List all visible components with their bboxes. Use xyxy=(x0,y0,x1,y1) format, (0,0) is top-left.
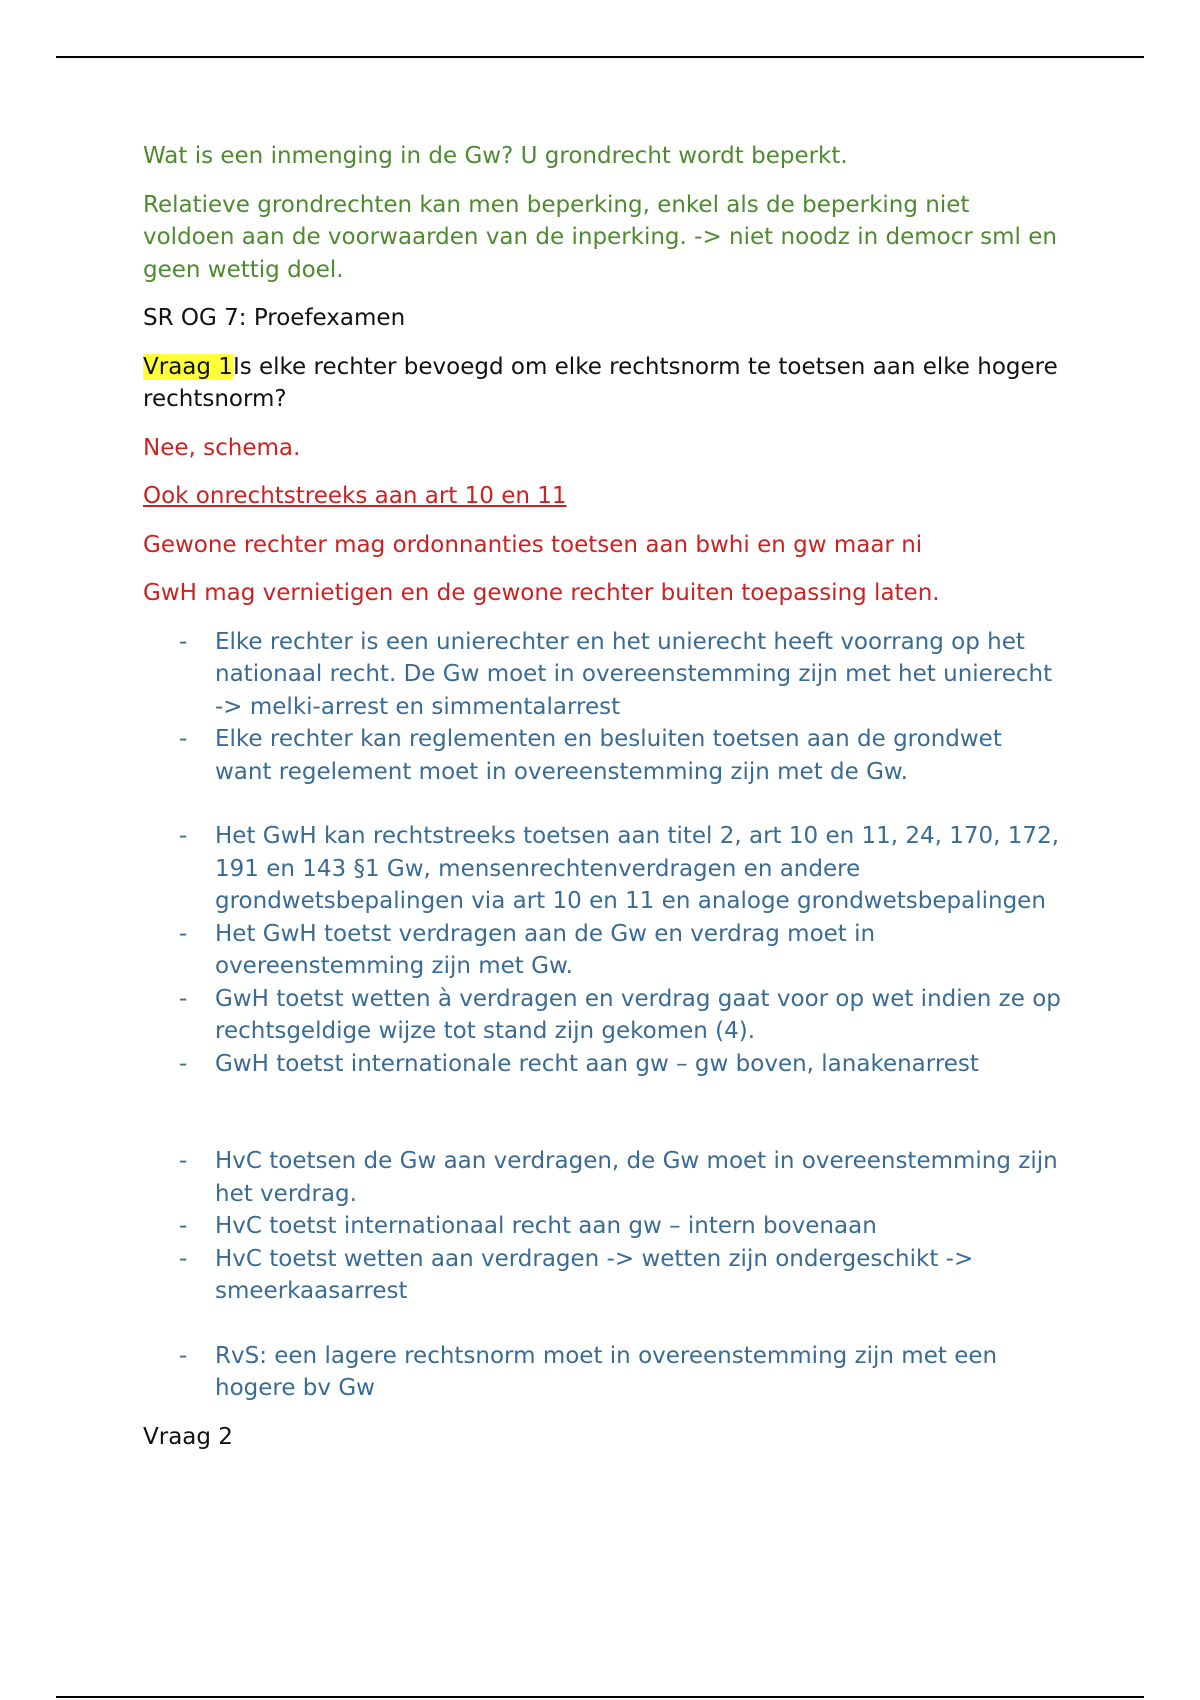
list-item-text: HvC toetst internationaal recht aan gw – intern bovenaan xyxy=(215,1213,877,1239)
question-1-label: Vraag 1 xyxy=(143,353,233,380)
list-item-text: Het GwH kan rechtstreeks toetsen aan titel 2, art 10 en 11, 24, 170, 172, 191 en 143 §1 Gw, mensenrechtenverdragen en andere grondwetsbepalingen via art 10 en 11 en analoge grondwetsbepalingen xyxy=(215,823,1060,914)
bullet-list-council-of-state xyxy=(143,1340,1063,1405)
dash-bullet: - xyxy=(179,1245,188,1272)
list-item xyxy=(143,1243,1063,1308)
bullet-list-cassation-court xyxy=(143,1145,1063,1308)
list-item xyxy=(143,983,1063,1048)
intro-paragraph-2: Relatieve grondrechten kan men beperking, enkel als de beperking niet voldoen aan de voorwaarden van de inperking. -> niet noodz in democr sml en geen wettig doel. xyxy=(143,191,1057,283)
header-rule xyxy=(56,56,1144,58)
list-item xyxy=(143,723,1063,788)
answer-line-4: GwH mag vernietigen en de gewone rechter buiten toepassing laten. xyxy=(143,580,940,606)
spacer xyxy=(143,1080,1063,1145)
list-item-text: Elke rechter kan reglementen en besluiten toetsen aan de grondwet want regelement moet in overeenstemming zijn met de Gw. xyxy=(215,726,1002,785)
list-item-text: HvC toetst wetten aan verdragen -> wetten zijn ondergeschikt -> smeerkaasarrest xyxy=(215,1245,974,1304)
list-item-text: HvC toetsen de Gw aan verdragen, de Gw moet in overeenstemming zijn het verdrag. xyxy=(215,1148,1058,1207)
spacer xyxy=(143,1405,1063,1421)
dash-bullet: - xyxy=(179,1050,188,1077)
question-2-label: Vraag 2 xyxy=(143,1423,233,1450)
spacer xyxy=(143,1308,1063,1340)
bullet-list-constitutional-court xyxy=(143,820,1063,1080)
dash-bullet: - xyxy=(179,920,188,947)
dash-bullet: - xyxy=(179,726,188,752)
list-item-text: GwH toetst internationale recht aan gw – gw boven, lanakenarrest xyxy=(215,1050,979,1077)
footer-rule xyxy=(56,1696,1144,1698)
bullet-list-general-judges xyxy=(143,626,1063,789)
answer-line-1: Nee, schema. xyxy=(143,434,301,461)
document-body xyxy=(143,140,1063,1469)
dash-bullet: - xyxy=(179,1148,188,1174)
list-item xyxy=(143,820,1063,918)
list-item xyxy=(143,1145,1063,1210)
list-item xyxy=(143,1340,1063,1405)
section-heading: SR OG 7: Proefexamen xyxy=(143,305,406,331)
spacer xyxy=(143,788,1063,820)
list-item xyxy=(143,918,1063,983)
list-item xyxy=(143,1210,1063,1243)
dash-bullet: - xyxy=(179,985,188,1012)
list-item-text: Elke rechter is een unierechter en het unierecht heeft voorrang op het nationaal recht. De Gw moet in overeenstemming zijn met het unierecht -> melki-arrest en simmentalarrest xyxy=(215,628,1053,720)
answer-line-3: Gewone rechter mag ordonnanties toetsen aan bwhi en gw maar ni xyxy=(143,531,923,558)
dash-bullet: - xyxy=(179,1342,188,1369)
answer-line-2: Ook onrechtstreeks aan art 10 en 11 xyxy=(143,483,567,509)
list-item-text: Het GwH toetst verdragen aan de Gw en verdrag moet in overeenstemming zijn met Gw. xyxy=(215,920,876,979)
list-item xyxy=(143,626,1063,724)
dash-bullet: - xyxy=(179,823,188,849)
list-item-text: GwH toetst wetten à verdragen en verdrag gaat voor op wet indien ze op rechtsgeldige wijze tot stand zijn gekomen (4). xyxy=(215,985,1061,1044)
list-item-text: RvS: een lagere rechtsnorm moet in overeenstemming zijn met een hogere bv Gw xyxy=(215,1342,998,1401)
intro-paragraph-1: Wat is een inmenging in de Gw? U grondrecht wordt beperkt. xyxy=(143,143,848,169)
dash-bullet: - xyxy=(179,628,188,655)
question-1-text: Is elke rechter bevoegd om elke rechtsnorm te toetsen aan elke hogere rechtsnorm? xyxy=(143,353,1058,412)
dash-bullet: - xyxy=(179,1213,188,1239)
list-item xyxy=(143,1048,1063,1081)
question-1 xyxy=(143,351,1063,416)
